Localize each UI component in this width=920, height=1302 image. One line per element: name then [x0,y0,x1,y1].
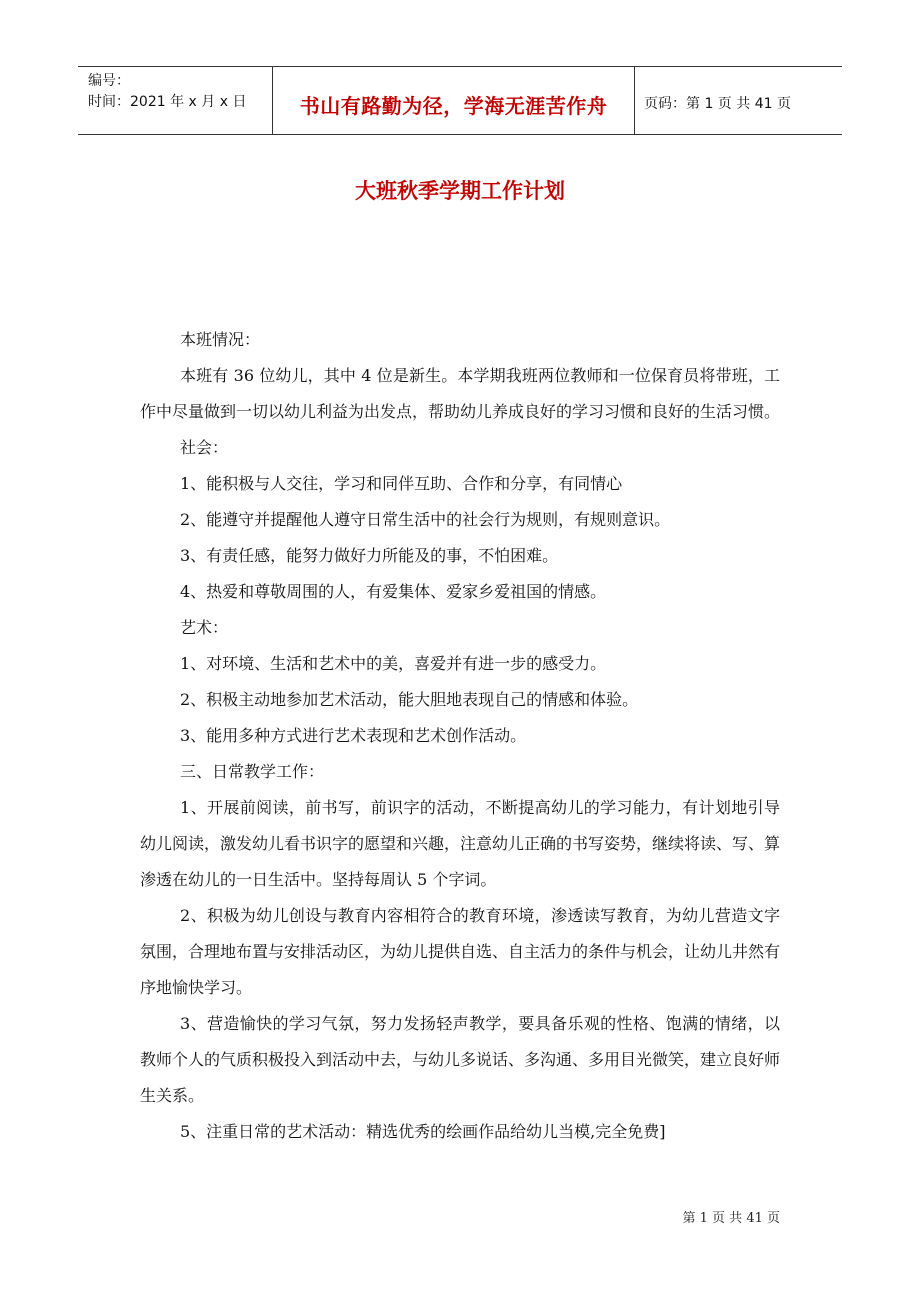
paragraph: 2、积极为幼儿创设与教育内容相符合的教育环境，渗透读写教育，为幼儿营造文字氛围，合理地布置与安排活动区，为幼儿提供自选、自主活力的条件与机会，让幼儿井然有序地愉快学习。 [140,906,781,997]
paragraph: 3、营造愉快的学习气氛，努力发扬轻声教学，要具备乐观的性格、饱满的情绪，以教师个人的气质积极投入到活动中去，与幼儿多说话、多沟通、多用目光微笑，建立良好师生关系。 [140,1014,781,1105]
paragraph: 3、能用多种方式进行艺术表现和艺术创作活动。 [180,726,527,745]
document-date: 时间：2021 年 x 月 x 日 [88,94,247,110]
paragraph: 本班情况： [180,330,261,349]
header-motto-cell [273,67,635,134]
document-title: 大班秋季学期工作计划 [355,179,565,203]
paragraph: 本班有 36 位幼儿，其中 4 位是新生。本学期我班两位教师和一位保育员将带班，工作中尽量做到一切以幼儿利益为出发点，帮助幼儿养成良好的学习习惯和良好的生活习惯。 [140,366,781,421]
paragraph: 5、注重日常的艺术活动：精选优秀的绘画作品给幼儿当模,完全免费] [180,1122,666,1141]
paragraph: 2、能遵守并提醒他人遵守日常生活中的社会行为规则，有规则意识。 [180,510,671,529]
paragraph: 1、对环境、生活和艺术中的美，喜爱并有进一步的感受力。 [180,654,607,673]
paragraph: 1、能积极与人交往，学习和同伴互助、合作和分享，有同情心 [180,474,623,493]
paragraph: 社会： [180,438,229,457]
paragraph: 3、有责任感，能努力做好力所能及的事，不怕困难。 [180,546,559,565]
header-motto: 书山有路勤为径，学海无涯苦作舟 [299,94,608,118]
document-number-label: 编号： [88,73,130,89]
paragraph: 三、日常教学工作： [180,762,325,781]
paragraph: 1、开展前阅读，前书写，前识字的活动，不断提高幼儿的学习能力，有计划地引导幼儿阅读，激发幼儿看书识字的愿望和兴趣，注意幼儿正确的书写姿势，继续将读、写、算渗透在幼儿的一日生活中。坚持每周认 5 个字词。 [140,798,781,889]
paragraph: 2、积极主动地参加艺术活动，能大胆地表现自己的情感和体验。 [180,690,639,709]
page-footer: 第 1 页 共 41 页 [682,1211,780,1226]
document-body [140,322,780,1150]
header-left-cell [78,67,273,134]
header-right-cell [635,67,842,134]
header-page-number: 页码：第 1 页 共 41 页 [644,96,791,112]
paragraph: 艺术： [180,618,229,637]
paragraph: 4、热爱和尊敬周围的人，有爱集体、爱家乡爱祖国的情感。 [180,582,607,601]
page-header [78,66,842,135]
